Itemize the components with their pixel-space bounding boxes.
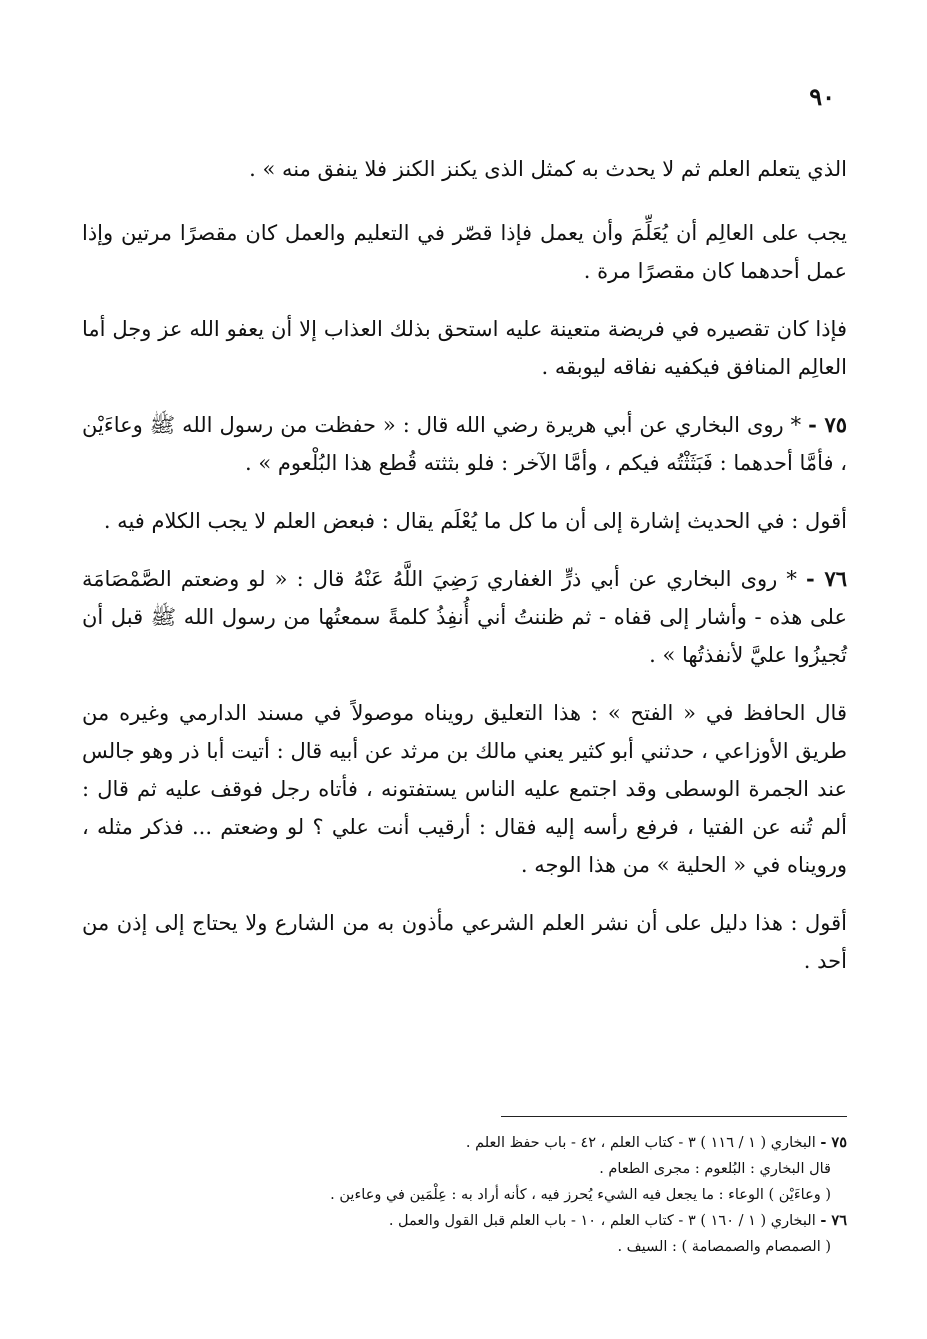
footnote-text: ( الصمصام والصمصامة ) : السيف . xyxy=(617,1239,831,1255)
hadith-paragraph xyxy=(82,406,847,482)
page-number: ٩٠ xyxy=(809,82,835,111)
paragraph-text: أقول : هذا دليل على أن نشر العلم الشرعي مأذون به من الشارع ولا يحتاج إلى إذن من أحد . xyxy=(82,911,847,973)
paragraph-text: * روى البخاري عن أبي ذرٍّ الغفاري رَضِيَ اللَّهُ عَنْهُ قال : « لو وضعتم الصَّمْصَامَة على هذه - وأشار إلى قفاه - ثم ظننتُ أني أُنفِذُ كلمةً سمعتُها من رسول الله ﷺ قبل أن تُجيزُوا عليَّ لأنفذتُها » . xyxy=(82,567,847,667)
paragraph xyxy=(82,694,847,884)
footnote-text: ( وعاءَيْن ) الوعاء : ما يجعل فيه الشيء يُحرز فيه ، كأنه أراد به : عِلْمَين في وعاءين . xyxy=(330,1187,831,1203)
paragraph xyxy=(82,150,847,188)
footnote-text: البخاري ( ١ / ١٦٠ ) ٣ - كتاب العلم ، ١٠ - باب العلم قبل القول والعمل . xyxy=(388,1213,816,1229)
footnote-text: قال البخاري : البُلعوم : مجرى الطعام . xyxy=(599,1161,831,1177)
paragraph-text: يجب على العالِم أن يُعَلِّمَ وأن يعمل فإذا قصّر في التعليم والعمل كان مقصرًا مرتين وإذا عمل أحدهما كان مقصرًا مرة . xyxy=(82,221,847,283)
footnote xyxy=(82,1156,847,1182)
footnotes xyxy=(82,1130,847,1260)
paragraph xyxy=(82,904,847,980)
footnote-divider xyxy=(501,1116,847,1117)
footnote-text: البخاري ( ١ / ١١٦ ) ٣ - كتاب العلم ، ٤٢ - باب حفظ العلم . xyxy=(465,1135,816,1151)
main-text xyxy=(82,150,847,1000)
paragraph xyxy=(82,502,847,540)
paragraph-text: الذي يتعلم العلم ثم لا يحدث به كمثل الذى يكنز الكنز فلا ينفق منه » . xyxy=(249,157,847,181)
paragraph xyxy=(82,214,847,290)
hadith-number: ٧٥ - xyxy=(808,412,847,437)
footnote-number: ٧٥ - xyxy=(820,1134,847,1151)
footnote xyxy=(82,1130,847,1156)
paragraph-text: فإذا كان تقصيره في فريضة متعينة عليه استحق بذلك العذاب إلا أن يعفو الله عز وجل أما العالِم المنافق فيكفيه نفاقه ليوبقه . xyxy=(82,317,847,379)
footnote xyxy=(82,1234,847,1260)
paragraph xyxy=(82,310,847,386)
paragraph-text: قال الحافظ في « الفتح » : هذا التعليق رويناه موصولاً في مسند الدارمي وغيره من طريق الأوزاعي ، حدثني أبو كثير يعني مالك بن مرثد عن أبيه قال : أتيت أبا ذر وهو جالس عند الجمرة الوسطى وقد اجتمع عليه الناس يستفتونه ، فأتاه رجل فوقف عليه ثم قال : ألم تُنه عن الفتيا ، فرفع رأسه إليه فقال : أرقيب أنت علي ؟ لو وضعتم ... فذكر مثله ، ورويناه في « الحلية » من هذا الوجه . xyxy=(82,701,847,877)
footnote-number: ٧٦ - xyxy=(820,1212,847,1229)
footnote xyxy=(82,1208,847,1234)
paragraph-text: أقول : في الحديث إشارة إلى أن ما كل ما يُعْلَم يقال : فبعض العلم لا يجب الكلام فيه . xyxy=(103,509,847,533)
hadith-number: ٧٦ - xyxy=(805,566,847,591)
hadith-paragraph xyxy=(82,560,847,674)
footnote xyxy=(82,1182,847,1208)
paragraph-text: * روى البخاري عن أبي هريرة رضي الله قال : « حفظت من رسول الله ﷺ وعاءَيْن ، فأمَّا أحدهما : فَبَثَثْتُه فيكم ، وأمَّا الآخر : فلو بثثته قُطع هذا البُلْعوم » . xyxy=(82,413,847,475)
